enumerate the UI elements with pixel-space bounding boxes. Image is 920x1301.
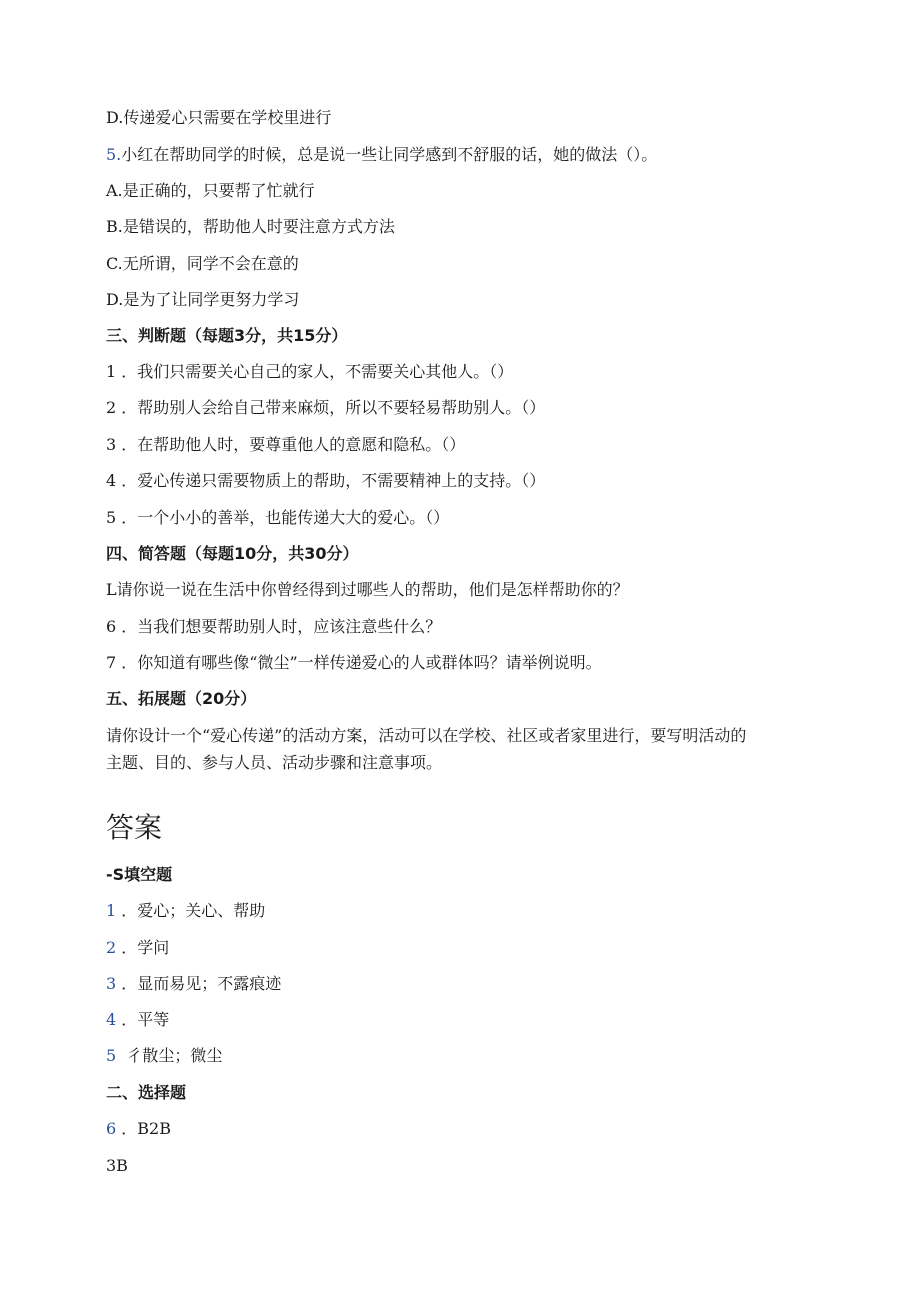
answer-item xyxy=(106,974,281,994)
judgement-item-number: 3 xyxy=(106,435,117,454)
judgement-item xyxy=(106,508,449,528)
judgement-item xyxy=(106,471,545,491)
answer-item-text: ．平等 xyxy=(121,1010,170,1029)
short-answer-item-number: 7 xyxy=(106,653,117,672)
answer-item-number: 3 xyxy=(106,974,117,993)
short-answer-item xyxy=(106,653,602,673)
answer-item xyxy=(106,1119,171,1139)
judgement-item xyxy=(106,362,513,382)
extension-paragraph-line: 请你设计一个“爱心传递”的活动方案，活动可以在学校、社区或者家里进行，要写明活动的 xyxy=(106,726,747,745)
judgement-item xyxy=(106,435,465,455)
answer-item-text: ．显而易见；不露痕迹 xyxy=(121,974,282,993)
answer-item-number: 1 xyxy=(106,901,117,920)
judgement-item-text: ．我们只需要关心自己的家人，不需要关心其他人。（） xyxy=(121,362,514,381)
judgement-item-number: 2 xyxy=(106,398,117,417)
judgement-item-text: ．一个小小的善举，也能传递大大的爱心。（） xyxy=(121,508,450,527)
judgement-item-number: 4 xyxy=(106,471,117,490)
judgement-item-number: 5 xyxy=(106,508,117,527)
q5-stem xyxy=(106,145,657,165)
judgement-item xyxy=(106,398,545,418)
short-answer-item xyxy=(106,617,441,637)
short-answer-item-text: ．你知道有哪些像“微尘”一样传递爱心的人或群体吗？请举例说明。 xyxy=(121,653,602,672)
extension-paragraph-line: 主题、目的、参与人员、活动步骤和注意事项。 xyxy=(106,753,443,772)
answer-item-text: 彳散尘；微尘 xyxy=(126,1046,223,1065)
short-answer-item-number: 6 xyxy=(106,617,117,636)
judgement-item-text: ．帮助别人会给自己带来麻烦，所以不要轻易帮助别人。（） xyxy=(121,398,546,417)
answer-item-text: ．学问 xyxy=(121,938,170,957)
judgement-heading: 三、判断题（每题3分，共15分） xyxy=(106,326,348,345)
q5-option-b: B.是错误的，帮助他人时要注意方式方法 xyxy=(106,217,395,236)
short-answer-item xyxy=(106,580,629,600)
answer-item xyxy=(106,938,169,958)
answer-item-number: 2 xyxy=(106,938,117,957)
judgement-item-text: ．爱心传递只需要物质上的帮助，不需要精神上的支持。（） xyxy=(121,471,546,490)
answer-item-text: 3B xyxy=(106,1156,128,1175)
short-answer-item-text: ．当我们想要帮助别人时，应该注意些什么？ xyxy=(121,617,442,636)
q5-option-c: C.无所谓，同学不会在意的 xyxy=(106,254,299,273)
answers-title: 答案 xyxy=(106,811,163,844)
answer-item xyxy=(106,1156,128,1176)
fill-blank-heading: -S填空题 xyxy=(106,865,173,884)
q5-number: 5. xyxy=(106,145,122,164)
q4-option-d: D.传递爱心只需要在学校里进行 xyxy=(106,108,332,127)
answer-item-number: 5 xyxy=(106,1046,117,1065)
answer-item xyxy=(106,1010,169,1030)
answer-item-number: 4 xyxy=(106,1010,117,1029)
answer-item-text: ．爱心；关心、帮助 xyxy=(121,901,266,920)
answer-item-number: 6 xyxy=(106,1119,117,1138)
judgement-item-text: ．在帮助他人时，要尊重他人的意愿和隐私。（） xyxy=(121,435,466,454)
judgement-item-number: 1 xyxy=(106,362,117,381)
answer-item xyxy=(106,1046,222,1066)
q5-text: 小红在帮助同学的时候，总是说一些让同学感到不舒服的话，她的做法（）。 xyxy=(121,145,658,164)
short-answer-item-text: L请你说一说在生活中你曾经得到过哪些人的帮助，他们是怎样帮助你的？ xyxy=(106,580,629,599)
answer-item xyxy=(106,901,265,921)
choice-answers-heading: 二、选择题 xyxy=(106,1083,187,1102)
extension-heading: 五、拓展题（20分） xyxy=(106,689,257,708)
q5-option-a: A.是正确的，只要帮了忙就行 xyxy=(106,181,315,200)
answer-item-text: ．B2B xyxy=(121,1119,171,1138)
short-answer-heading: 四、简答题（每题10分，共30分） xyxy=(106,544,359,563)
q5-option-d: D.是为了让同学更努力学习 xyxy=(106,290,300,309)
